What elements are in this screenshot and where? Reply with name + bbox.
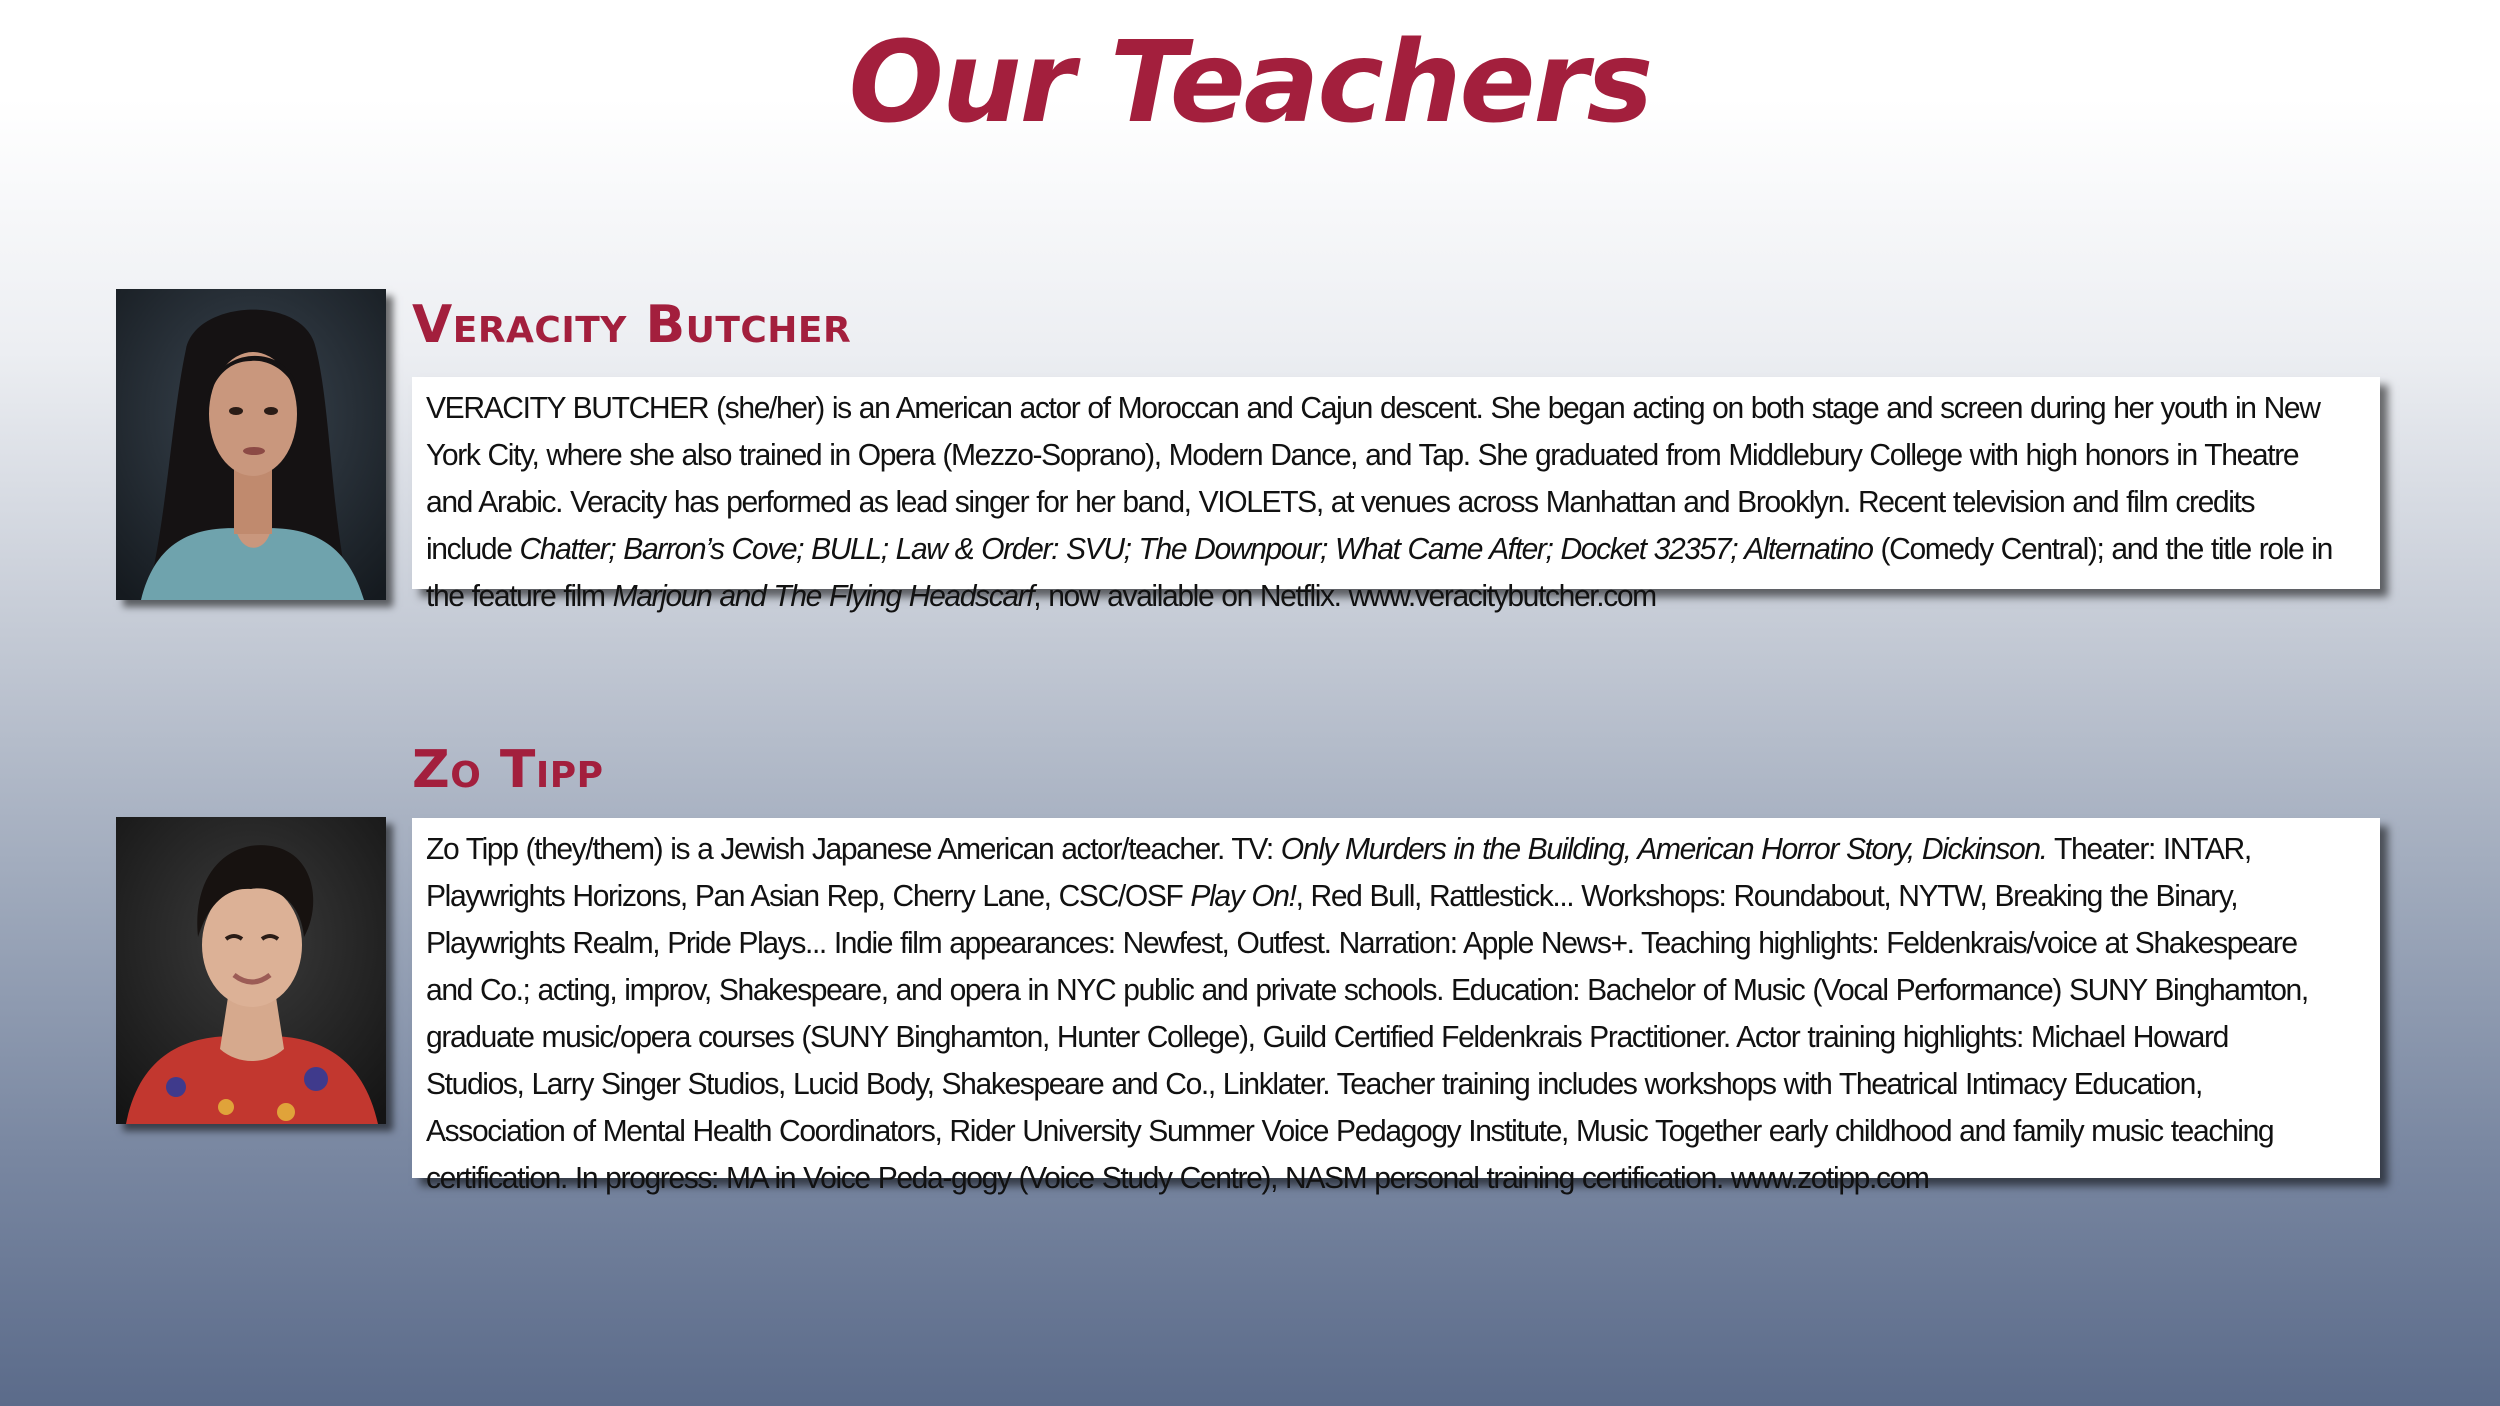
bio-text: , now available on Netflix. www.veracitybutcher.com [1033, 579, 1656, 613]
portrait-photo-icon [116, 289, 386, 600]
bio-film-title: Marjoun and The Flying Headscarf [612, 579, 1034, 613]
bio-credits: Only Murders in the Building, American Horror Story, Dickinson. [1280, 832, 2047, 866]
bio-text: Zo Tipp (they/them) is a Jewish Japanese American actor/teacher. TV: [426, 832, 1281, 866]
teacher-bio [426, 826, 2333, 1202]
teacher-bio-box [412, 377, 2380, 613]
bio-credits: Play On! [1190, 879, 1296, 913]
teacher-bio [426, 385, 2333, 620]
portrait-photo-icon [116, 817, 386, 1124]
teacher-photo-zo [116, 817, 386, 1124]
page-title: Our Teachers [848, 18, 1652, 148]
teacher-name: Zo Tipp [412, 740, 604, 800]
bio-text: VERACITY BUTCHER (she/her) is an American actor of Moroccan and Cajun descent. She began acting on both stage and screen during her youth in New York City, where she also trained in Opera (Mezzo-Soprano), Modern Dance, and Tap. She graduated from Middlebury College with high honors in Theatre and Arabic. Veracity has performed as lead singer for her band, VIOLETS, at venues across Manhattan and Brooklyn. Recent television and film credits include [426, 391, 2320, 566]
bio-text: Theater: INTAR, Playwrights Horizons, Pan Asian Rep, Cherry Lane, CSC/OSF [426, 832, 2251, 913]
teacher-name: Veracity Butcher [412, 295, 852, 355]
bio-text: (Comedy Central); and the title role in the feature film [426, 532, 2332, 613]
bio-credits: Chatter; Barron’s Cove; BULL; Law & Order: SVU; The Downpour; What Came After; Docket 32357; Alternatino [519, 532, 1873, 566]
teacher-bio-box [412, 818, 2380, 1195]
bio-text: , Red Bull, Rattlestick... Workshops: Roundabout, NYTW, Breaking the Binary, Playwrights Realm, Pride Plays... Indie film appearances: Newfest, Outfest. Narration: Apple News+. Teaching highlights: Feldenkrais/voice at Shakespeare and Co.; acting, improv, Shakespeare, and opera in NYC public and private schools. Education: Bachelor of Music (Vocal Performance) SUNY Binghamton, graduate music/opera courses (SUNY Binghamton, Hunter College), Guild Certified Feldenkrais Practitioner. Actor training highlights: Michael Howard Studios, Larry Singer Studios, Lucid Body, Shakespeare and Co., Linklater. Teacher training includes workshops with Theatrical Intimacy Education, Association of Mental Health Coordinators, Rider University Summer Voice Pedagogy Institute, Music Together early childhood and family music teaching certification. In progress: MA in Voice Peda-gogy (Voice Study Centre), NASM personal training certification. www.zotipp.com [426, 879, 2308, 1195]
teacher-photo-veracity [116, 289, 386, 600]
